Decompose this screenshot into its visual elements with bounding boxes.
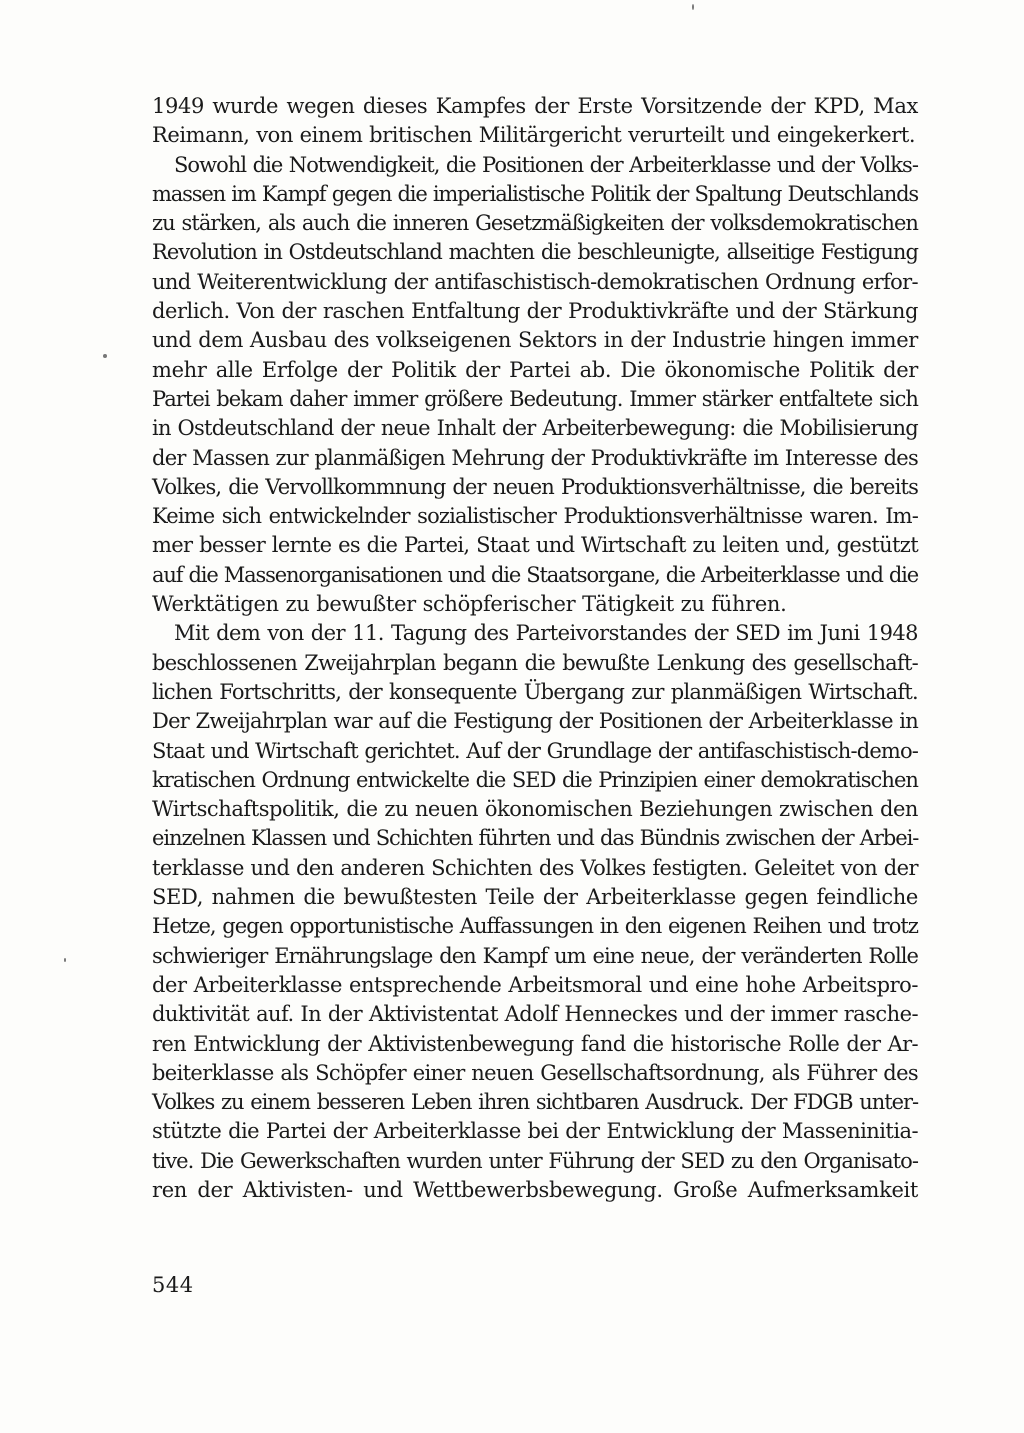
paper-speck [103,354,107,358]
text-line: duktivität auf. In der Aktivistentat Adolf Henneckes und der immer rasche- [152,1002,918,1027]
text-line: tive. Die Gewerkschaften wurden unter Führung der SED zu den Organisato- [152,1148,918,1173]
text-line: Keime sich entwickelnder sozialistischer Produktionsverhältnisse waren. Im- [152,504,918,529]
text-line: Reimann, von einem britischen Militärgericht verurteilt und eingekerkert. [152,123,916,148]
text-line: kratischen Ordnung entwickelte die SED die Prinzipien einer demokratischen [152,767,918,792]
text-line: 1949 wurde wegen dieses Kampfes der Erste Vorsitzende der KPD, Max [152,94,918,118]
paper-speck [692,4,694,10]
text-line: Mit dem von der 11. Tagung des Parteivorstandes der SED im Juni 1948 [174,621,918,646]
text-line: Volkes, die Vervollkommnung der neuen Produktionsverhältnisse, die bereits [152,474,918,499]
text-line: einzelnen Klassen und Schichten führten und das Bündnis zwischen der Arbei- [152,826,919,851]
paragraph [152,619,918,1205]
text-line: der Massen zur planmäßigen Mehrung der Produktivkräfte im Interesse des [152,445,918,470]
text-line: Werktätigen zu bewußter schöpferischer Tätigkeit zu führen. [152,592,787,617]
text-line: Revolution in Ostdeutschland machten die beschleunigte, allseitige Festigung [152,240,918,265]
text-line: beschlossenen Zweijahrplan begann die bewußte Lenkung des gesellschaft- [152,650,918,675]
text-line: Hetze, gegen opportunistische Auffassungen in den eigenen Reihen und trotz [152,914,918,939]
text-line: Der Zweijahrplan war auf die Festigung der Positionen der Arbeiterklasse in [152,709,918,734]
paragraph [152,151,918,620]
text-line: Partei bekam daher immer größere Bedeutung. Immer stärker entfaltete sich [152,386,918,411]
text-line: massen im Kampf gegen die imperialistische Politik der Spaltung Deutschlands [152,181,918,206]
text-line: und Weiterentwicklung der antifaschistisch-demokratischen Ordnung erfor- [152,269,918,294]
text-line: Staat und Wirtschaft gerichtet. Auf der Grundlage der antifaschistisch-demo- [152,738,918,763]
text-line: und dem Ausbau des volkseigenen Sektors in der Industrie hingen immer [152,328,918,353]
text-line: schwieriger Ernährungslage den Kampf um eine neue, der veränderten Rolle [152,943,918,968]
page-number: 544 [152,1273,194,1297]
text-line: terklasse und den anderen Schichten des Volkes festigten. Geleitet von der [152,855,918,880]
body-text [152,92,918,1205]
text-line: beiterklasse als Schöpfer einer neuen Gesellschaftsordnung, als Führer des [152,1060,918,1085]
text-line: mer besser lernte es die Partei, Staat und Wirtschaft zu leiten und, gestützt [152,533,918,558]
text-line: Wirtschaftspolitik, die zu neuen ökonomischen Beziehungen zwischen den [152,797,918,822]
paper-speck [64,958,66,962]
text-line: derlich. Von der raschen Entfaltung der Produktivkräfte und der Stärkung [152,299,918,324]
text-line: der Arbeiterklasse entsprechende Arbeitsmoral und eine hohe Arbeitspro- [152,972,918,997]
text-line: zu stärken, als auch die inneren Gesetzmäßigkeiten der volksdemokratischen [152,211,918,236]
text-line: mehr alle Erfolge der Politik der Partei ab. Die ökonomische Politik der [152,357,918,382]
text-line: stützte die Partei der Arbeiterklasse bei der Entwicklung der Masseninitia- [152,1119,918,1144]
text-line: ren Entwicklung der Aktivistenbewegung fand die historische Rolle der Ar- [152,1031,918,1056]
text-line: lichen Fortschritts, der konsequente Übergang zur planmäßigen Wirtschaft. [152,679,918,704]
text-line: Volkes zu einem besseren Leben ihren sichtbaren Ausdruck. Der FDGB unter- [152,1090,918,1115]
text-line: Sowohl die Notwendigkeit, die Positionen der Arbeiterklasse und der Volks- [174,152,918,177]
paragraph [152,92,918,151]
text-line: in Ostdeutschland der neue Inhalt der Arbeiterbewegung: die Mobilisierung [152,416,918,441]
text-line: ren der Aktivisten- und Wettbewerbsbewegung. Große Aufmerksamkeit [152,1177,918,1202]
text-line: auf die Massenorganisationen und die Staatsorgane, die Arbeiterklasse und die [152,562,918,587]
text-line: SED, nahmen die bewußtesten Teile der Arbeiterklasse gegen feindliche [152,885,918,910]
